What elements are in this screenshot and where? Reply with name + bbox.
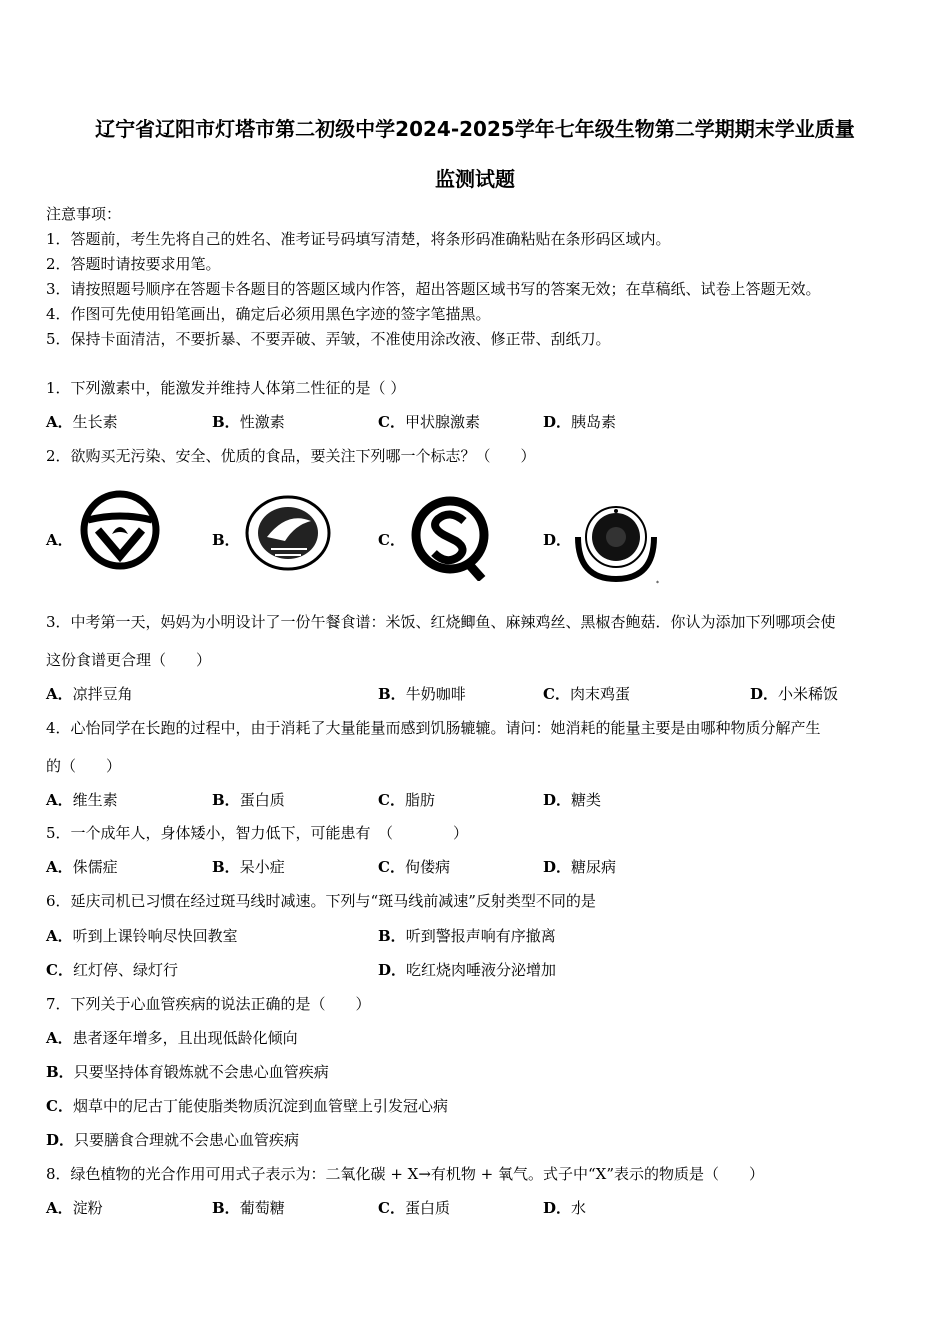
page-title: 辽宁省辽阳市灯塔市第二初级中学2024-2025学年七年级生物第二学期期末学业质量 xyxy=(95,117,855,141)
question-7-stem: 7．下列关于心血管疾病的说法正确的是（ ） xyxy=(46,995,371,1013)
svg-text:*: * xyxy=(656,580,659,587)
q8-option-a: A．淀粉 xyxy=(46,1199,103,1217)
q7-option-a: A．患者逐年增多，且出现低龄化倾向 xyxy=(46,1029,298,1047)
q6-option-a: A．听到上课铃响尽快回教室 xyxy=(46,927,238,945)
q3-option-b: B．牛奶咖啡 xyxy=(378,685,466,703)
q2-option-a-label: A． xyxy=(46,531,73,549)
q8-option-c: C．蛋白质 xyxy=(378,1199,450,1217)
notice-item: 4．作图可先使用铅笔画出，确定后必须用黑色字迹的签字笔描黑。 xyxy=(46,305,491,323)
pollution-free-logo-icon xyxy=(245,495,331,575)
qs-quality-logo-icon xyxy=(410,495,490,585)
q4-option-d: D．糖类 xyxy=(543,791,602,809)
q5-option-b: B．呆小症 xyxy=(212,858,285,876)
green-food-logo-icon xyxy=(80,490,160,574)
q1-option-c: C．甲状腺激素 xyxy=(378,413,480,431)
question-4-stem: 4．心怡同学在长跑的过程中，由于消耗了大量能量而感到饥肠辘辘。请问：她消耗的能量主要是由哪种物质分解产生 xyxy=(46,719,821,737)
q4-option-b: B．蛋白质 xyxy=(212,791,285,809)
q5-option-d: D．糖尿病 xyxy=(543,858,617,876)
page-title-line2: 监测试题 xyxy=(435,167,515,191)
notice-heading: 注意事项： xyxy=(46,205,122,223)
q5-option-a: A．侏儒症 xyxy=(46,858,118,876)
notice-item: 1．答题前，考生先将自己的姓名、准考证号码填写清楚，将条形码准确粘贴在条形码区域内。 xyxy=(46,230,671,248)
notice-item: 3．请按照题号顺序在答题卡各题目的答题区域内作答，超出答题区域书写的答案无效；在草稿纸、试卷上答题无效。 xyxy=(46,280,821,298)
q7-option-d: D．只要膳食合理就不会患心血管疾病 xyxy=(46,1131,300,1149)
q1-option-a: A．生长素 xyxy=(46,413,118,431)
question-2-stem: 2．欲购买无污染、安全、优质的食品，要关注下列哪一个标志？（ ） xyxy=(46,447,536,465)
q4-option-a: A．维生素 xyxy=(46,791,118,809)
q1-option-d: D．胰岛素 xyxy=(543,413,617,431)
q6-option-d: D．吃红烧肉唾液分泌增加 xyxy=(378,961,557,979)
q8-option-d: D．水 xyxy=(543,1199,587,1217)
organic-food-logo-icon xyxy=(568,497,664,591)
q7-option-b: B．只要坚持体育锻炼就不会患心血管疾病 xyxy=(46,1063,329,1081)
q2-option-d-label: D． xyxy=(543,531,572,549)
question-8-stem: 8．绿色植物的光合作用可用式子表示为：二氧化碳 + X→有机物 + 氧气。式子中“X”表示的物质是（ ） xyxy=(46,1165,765,1183)
notice-item: 5．保持卡面清洁，不要折暴、不要弄破、弄皱，不准使用涂改液、修正带、刮纸刀。 xyxy=(46,330,611,348)
q4-option-c: C．脂肪 xyxy=(378,791,435,809)
q7-option-c: C．烟草中的尼古丁能使脂类物质沉淀到血管壁上引发冠心病 xyxy=(46,1097,448,1115)
question-4-stem-line2: 的（ ） xyxy=(46,757,122,775)
q3-option-a: A．凉拌豆角 xyxy=(46,685,133,703)
q2-option-c-label: C． xyxy=(378,531,405,549)
q3-option-d: D．小米稀饭 xyxy=(750,685,839,703)
q5-option-c: C．佝偻病 xyxy=(378,858,450,876)
q1-option-b: B．性激素 xyxy=(212,413,285,431)
question-3-stem: 3．中考第一天，妈妈为小明设计了一份午餐食谱：米饭、红烧鲫鱼、麻辣鸡丝、黑椒杏鲍菇．你认为添加下列哪项会使 xyxy=(46,613,836,631)
notice-item: 2．答题时请按要求用笔。 xyxy=(46,255,221,273)
question-5-stem: 5．一个成年人，身体矮小，智力低下，可能患有 （ ） xyxy=(46,824,469,842)
q6-option-c: C．红灯停、绿灯行 xyxy=(46,961,178,979)
q2-option-b-label: B． xyxy=(212,531,240,549)
question-6-stem: 6．延庆司机已习惯在经过斑马线时减速。下列与“斑马线前减速”反射类型不同的是 xyxy=(46,892,596,910)
q3-option-c: C．肉末鸡蛋 xyxy=(543,685,630,703)
question-1-stem: 1．下列激素中，能激发并维持人体第二性征的是（ ） xyxy=(46,379,406,397)
question-3-stem-line2: 这份食谱更合理（ ） xyxy=(46,651,212,669)
q8-option-b: B．葡萄糖 xyxy=(212,1199,285,1217)
q6-option-b: B．听到警报声响有序撤离 xyxy=(378,927,556,945)
